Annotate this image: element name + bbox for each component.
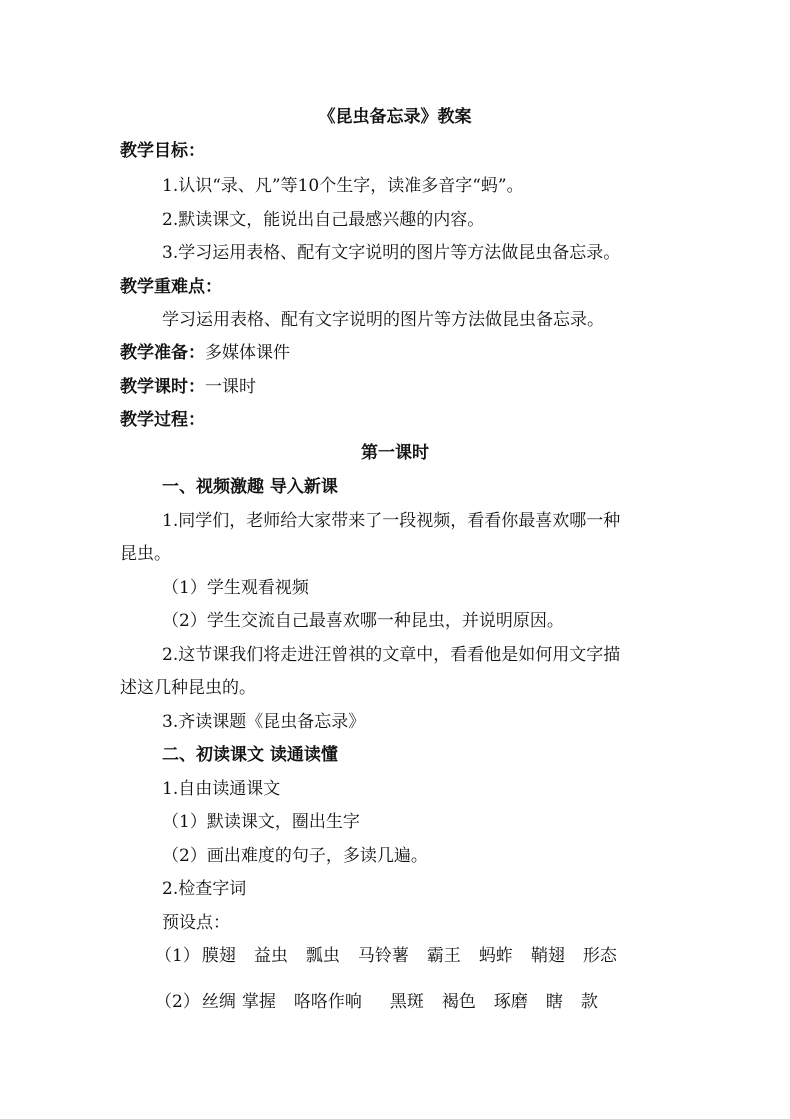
word-item: 掌握 (241, 992, 276, 1012)
word-item: 霸王 (426, 946, 461, 966)
preparation-row (120, 342, 290, 364)
preparation-value: 多媒体课件 (205, 343, 290, 363)
section1-heading: 一、视频激趣 导入新课 (162, 477, 338, 497)
word-list-1 (155, 945, 635, 967)
process-heading: 教学过程： (120, 410, 205, 430)
word-item: 鞘翅 (530, 946, 565, 966)
key-points-text: 学习运用表格、配有文字说明的图片等方法做昆虫备忘录。 (162, 310, 604, 330)
section2-heading: 二、初读课文 读通读懂 (162, 745, 338, 765)
word-list-2-prefix: （2） (155, 992, 200, 1012)
section1-p2-line1: 2.这节课我们将走进汪曾祺的文章中，看看他是如何用文字描 (162, 645, 621, 665)
word-item: 褐色 (441, 992, 476, 1012)
word-item: 瓢虫 (305, 946, 340, 966)
key-points-heading: 教学重难点： (120, 277, 222, 297)
periods-row (120, 376, 256, 398)
document-title: 《昆虫备忘录》教案 (318, 107, 472, 127)
section2-p2: 2.检查字词 (162, 879, 247, 899)
goal-item-1: 1.认识“录、凡”等10个生字，读准多音字“蚂”。 (162, 176, 524, 196)
word-list-1-prefix: （1） (155, 946, 200, 966)
word-item: 马铃薯 (357, 946, 409, 966)
word-item: 形态 (582, 946, 617, 966)
section1-p3: 3.齐读课题《昆虫备忘录》 (162, 712, 366, 732)
word-item: 蚂蚱 (478, 946, 513, 966)
section2-preset: 预设点： (162, 913, 230, 933)
word-item: 款 (580, 992, 598, 1012)
section1-p2-line2: 述这几种昆虫的。 (120, 678, 256, 698)
goal-item-2: 2.默读课文，能说出自己最感兴趣的内容。 (162, 210, 485, 230)
lesson-title: 第一课时 (361, 443, 429, 463)
word-item: 黑斑 (389, 992, 424, 1012)
section2-sub2: （2）画出难度的句子，多读几遍。 (162, 846, 428, 866)
goal-item-3: 3.学习运用表格、配有文字说明的图片等方法做昆虫备忘录。 (162, 243, 621, 263)
word-item: 瞎 (545, 992, 563, 1012)
word-list-2 (155, 991, 616, 1013)
section2-sub1: （1）默读课文，圈出生字 (162, 812, 360, 832)
periods-value: 一课时 (205, 377, 256, 397)
periods-label: 教学课时： (120, 377, 205, 397)
section1-p1-line2: 昆虫。 (120, 544, 171, 564)
section2-p1: 1.自由读通课文 (162, 779, 281, 799)
word-item: 咯咯作响 (293, 992, 362, 1012)
goals-heading: 教学目标： (120, 141, 205, 161)
section1-sub1: （1）学生观看视频 (162, 578, 309, 598)
section1-sub2: （2）学生交流自己最喜欢哪一种昆虫，并说明原因。 (162, 611, 564, 631)
word-item: 琢磨 (493, 992, 528, 1012)
preparation-label: 教学准备： (120, 343, 205, 363)
section1-p1-line1: 1.同学们，老师给大家带来了一段视频，看看你最喜欢哪一种 (162, 511, 621, 531)
word-item: 丝绸 (201, 992, 236, 1012)
word-item: 膜翅 (201, 946, 236, 966)
word-item: 益虫 (253, 946, 288, 966)
